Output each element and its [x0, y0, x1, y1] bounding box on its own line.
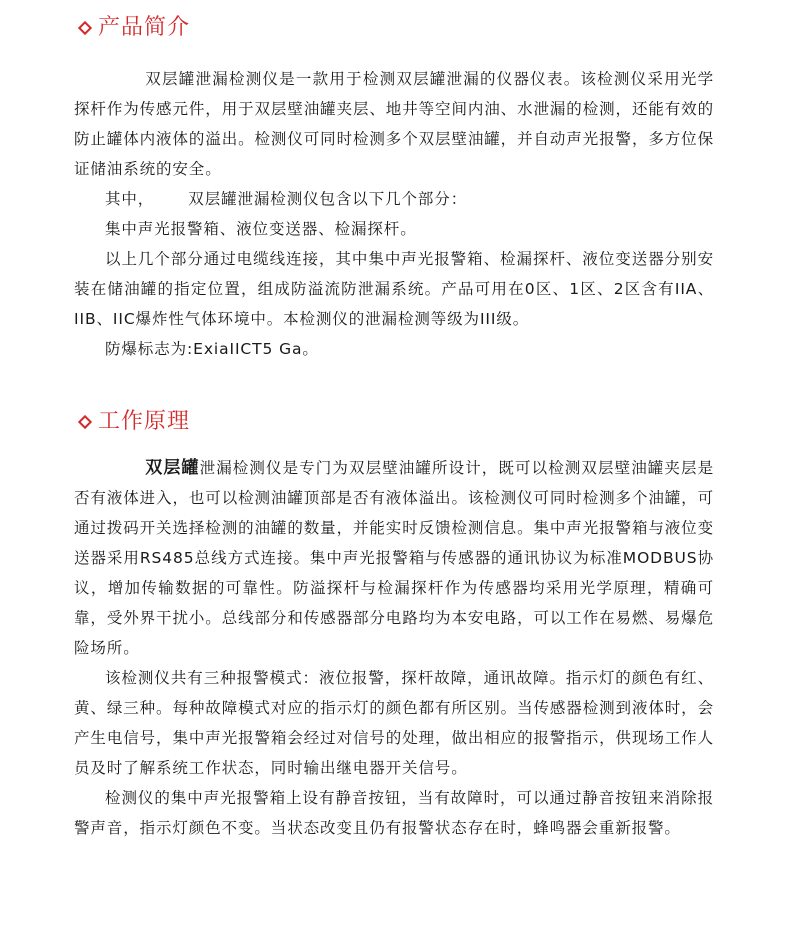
paragraph: 检测仪的集中声光报警箱上设有静音按钮，当有故障时，可以通过静音按钮来消除报警声音，指示灯颜色不变。当状态改变且仍有报警状态存在时，蜂鸣器会重新报警。: [74, 789, 714, 837]
paragraph: 防爆标志为:ExiaIICT5 Ga。: [105, 340, 319, 358]
paragraph: 以上几个部分通过电缆线连接，其中集中声光报警箱、检漏探杆、液位变送器分别安装在储油罐的指定位置，组成防溢流防泄漏系统。产品可用在0区、1区、2区含有IIA、IIB、IIC爆炸性气体环境中。本检测仪的泄漏检测等级为III级。: [74, 250, 714, 328]
diamond-outline-icon: [78, 21, 92, 35]
section-body-working-principle: [74, 453, 714, 843]
emphasized-term: 双层罐: [145, 458, 200, 478]
paragraph: 双层罐泄漏检测仪是一款用于检测双层罐泄漏的仪器仪表。该检测仪采用光学探杆作为传感元件，用于双层壁油罐夹层、地井等空间内油、水泄漏的检测，还能有效的防止罐体内液体的溢出。检测仪可同时检测多个双层壁油罐，并自动声光报警，多方位保证储油系统的安全。: [74, 70, 714, 178]
paragraph-rest: 双层罐泄漏检测仪包含以下几个部分：: [188, 190, 468, 208]
section-heading-working-principle: [76, 408, 190, 436]
paragraph-text: 泄漏检测仪是专门为双层壁油罐所设计，既可以检测双层壁油罐夹层是否有液体进入，也可以检测油罐顶部是否有液体溢出。该检测仪可同时检测多个油罐，可通过拨码开关选择检测的油罐的数量，并能实时反馈检测信息。集中声光报警箱与液位变送器采用RS485总线方式连接。集中声光报警箱与传感器的通讯协议为标准MODBUS协议，增加传输数据的可靠性。防溢探杆与检漏探杆作为传感器均采用光学原理，精确可靠，受外界干扰小。总线部分和传感器部分电路均为本安电路，可以工作在易燃、易爆危险场所。: [74, 459, 715, 657]
paragraph: 该检测仪共有三种报警模式：液位报警，探杆故障，通讯故障。指示灯的颜色有红、黄、绿三种。每种故障模式对应的指示灯的颜色都有所区别。当传感器检测到液体时，会产生电信号，集中声光报警箱会经过对信号的处理，做出相应的报警指示，供现场工作人员及时了解系统工作状态，同时输出继电器开关信号。: [74, 669, 714, 777]
section-body-product-intro: [74, 64, 714, 364]
paragraph: [74, 453, 714, 663]
section-title: 产品简介: [98, 15, 191, 40]
paragraph-lead: 其中，: [105, 190, 155, 208]
paragraph: 集中声光报警箱、液位变送器、检漏探杆。: [105, 220, 417, 238]
diamond-outline-icon: [78, 415, 92, 429]
section-heading-product-intro: [76, 14, 190, 42]
paragraph-components-intro: [74, 184, 714, 214]
section-title: 工作原理: [98, 409, 191, 434]
